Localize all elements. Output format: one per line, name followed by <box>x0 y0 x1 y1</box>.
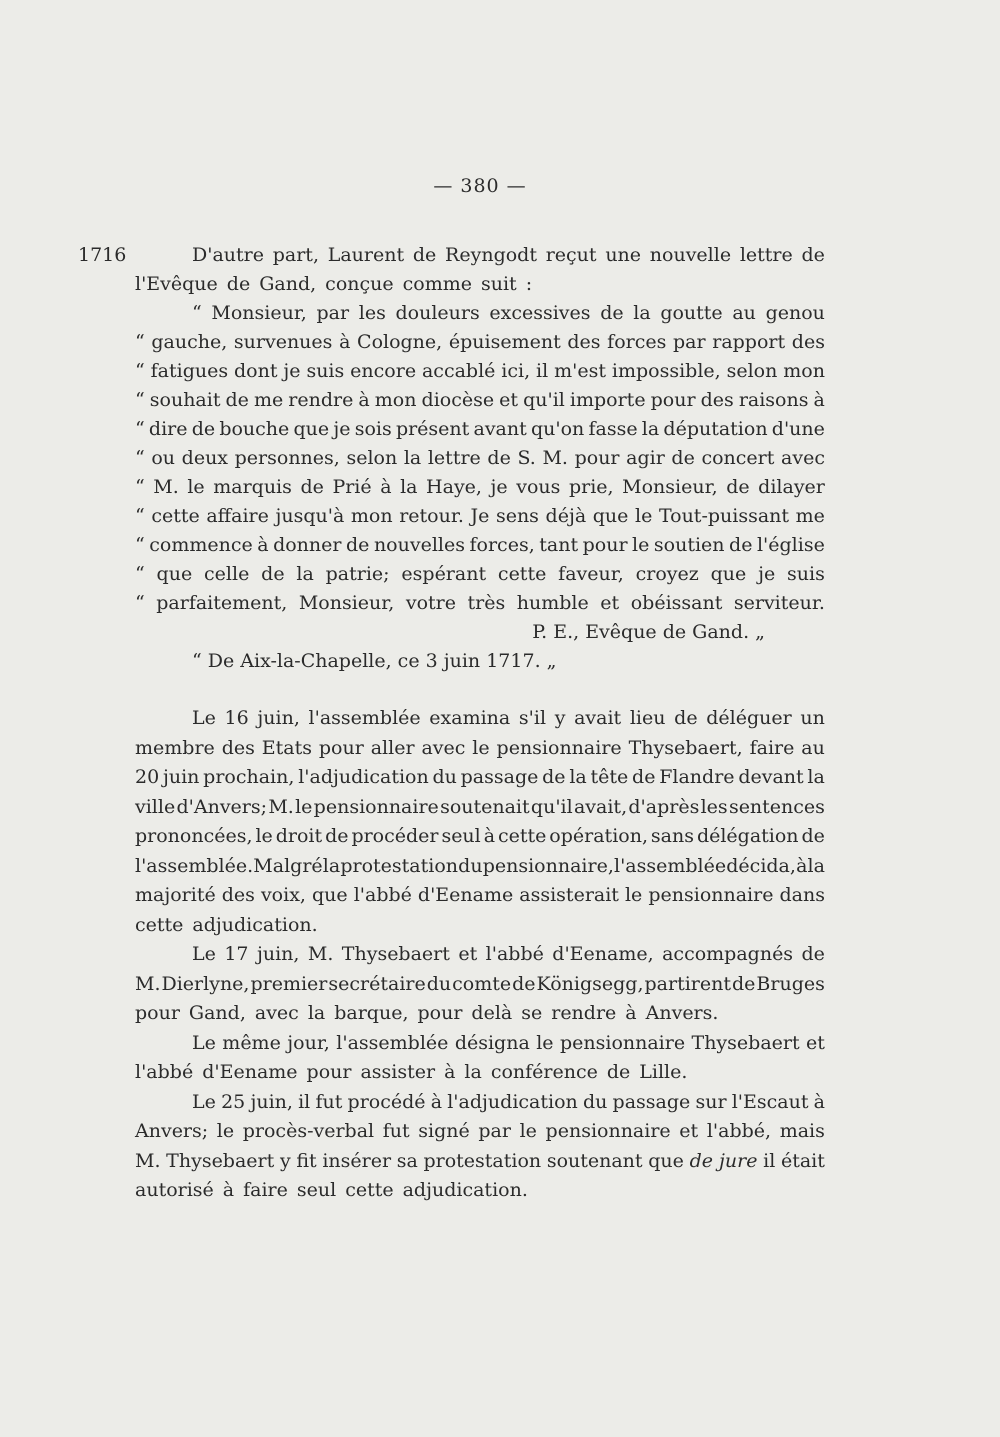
letter-date: “ De Aix-la-Chapelle, ce 3 juin 1717. „ <box>192 650 557 672</box>
text-line: “ Monsieur, par les douleurs excessives de la goutte au genou <box>192 302 825 324</box>
text-line: “ dire de bouche que je sois présent avant qu'on fasse la députation d'une <box>135 418 825 440</box>
text-line: “ parfaitement, Monsieur, votre très humble et obéissant serviteur. <box>135 592 825 614</box>
margin-year: 1716 <box>78 244 127 266</box>
text-line: “ que celle de la patrie; espérant cette faveur, croyez que je suis <box>135 563 825 585</box>
text-line: cette adjudication. <box>135 913 318 936</box>
page-number: — 380 — <box>433 175 527 197</box>
text-line: pour Gand, avec la barque, pour delà se rendre à Anvers. <box>135 1002 719 1024</box>
text-line: prononcées, le droit de procéder seul à cette opération, sans délégation de <box>135 825 825 847</box>
text-line: autorisé à faire seul cette adjudication. <box>135 1179 528 1201</box>
text-line: Le 17 juin, M. Thysebaert et l'abbé d'Eename, accompagnés de <box>192 943 825 965</box>
text-line: “ ou deux personnes, selon la lettre de S. M. pour agir de concert avec <box>135 447 825 469</box>
narrative-block <box>135 704 825 1206</box>
text-line: “ cette affaire jusqu'à mon retour. Je sens déjà que le Tout-puissant me <box>135 505 825 527</box>
text-line: “ gauche, survenues à Cologne, épuisement des forces par rapport des <box>135 331 825 353</box>
text-line <box>135 618 825 647</box>
text-line: M. Dierlyne, premier secrétaire du comte de Königsegg, partirent de Bruges <box>135 972 825 995</box>
text-line: D'autre part, Laurent de Reyngodt reçut une nouvelle lettre de <box>192 244 825 266</box>
letter-block <box>135 241 825 676</box>
text-line: membre des Etats pour aller avec le pensionnaire Thysebaert, faire au <box>135 736 825 759</box>
text-line: Anvers; le procès-verbal fut signé par le pensionnaire et l'abbé, mais <box>135 1120 825 1142</box>
signature-line: P. E., Evêque de Gand. „ <box>532 621 765 643</box>
text-line: l'assemblée. Malgré la protestation du pensionnaire, l'assemblée décida, à la <box>135 854 825 877</box>
text-line: “ M. le marquis de Prié à la Haye, je vous prie, Monsieur, de dilayer <box>135 476 825 498</box>
text-line: “ fatigues dont je suis encore accablé ici, il m'est impossible, selon mon <box>135 360 825 382</box>
text-line: majorité des voix, que l'abbé d'Eename assisterait le pensionnaire dans <box>135 884 825 906</box>
text-line: l'abbé d'Eename pour assister à la conférence de Lille. <box>135 1061 688 1083</box>
text-line <box>135 647 825 676</box>
text-line: Le même jour, l'assemblée désigna le pensionnaire Thysebaert et <box>192 1031 825 1054</box>
text-line: “ commence à donner de nouvelles forces, tant pour le soutien de l'église <box>135 534 825 556</box>
text-line: ville d'Anvers; M. le pensionnaire soutenait qu'il avait, d'après les sentences <box>135 795 825 818</box>
text-line: M. Thysebaert y fit insérer sa protestation soutenant que de jure il était <box>135 1149 825 1172</box>
text-line: Le 25 juin, il fut procédé à l'adjudication du passage sur l'Escaut à <box>192 1090 825 1113</box>
text-line: 20 juin prochain, l'adjudication du passage de la tête de Flandre devant la <box>135 766 825 788</box>
text-line: Le 16 juin, l'assemblée examina s'il y avait lieu de déléguer un <box>192 707 825 729</box>
text-line: “ souhait de me rendre à mon diocèse et qu'il importe pour des raisons à <box>135 389 825 411</box>
text-line: l'Evêque de Gand, conçue comme suit : <box>135 273 533 295</box>
